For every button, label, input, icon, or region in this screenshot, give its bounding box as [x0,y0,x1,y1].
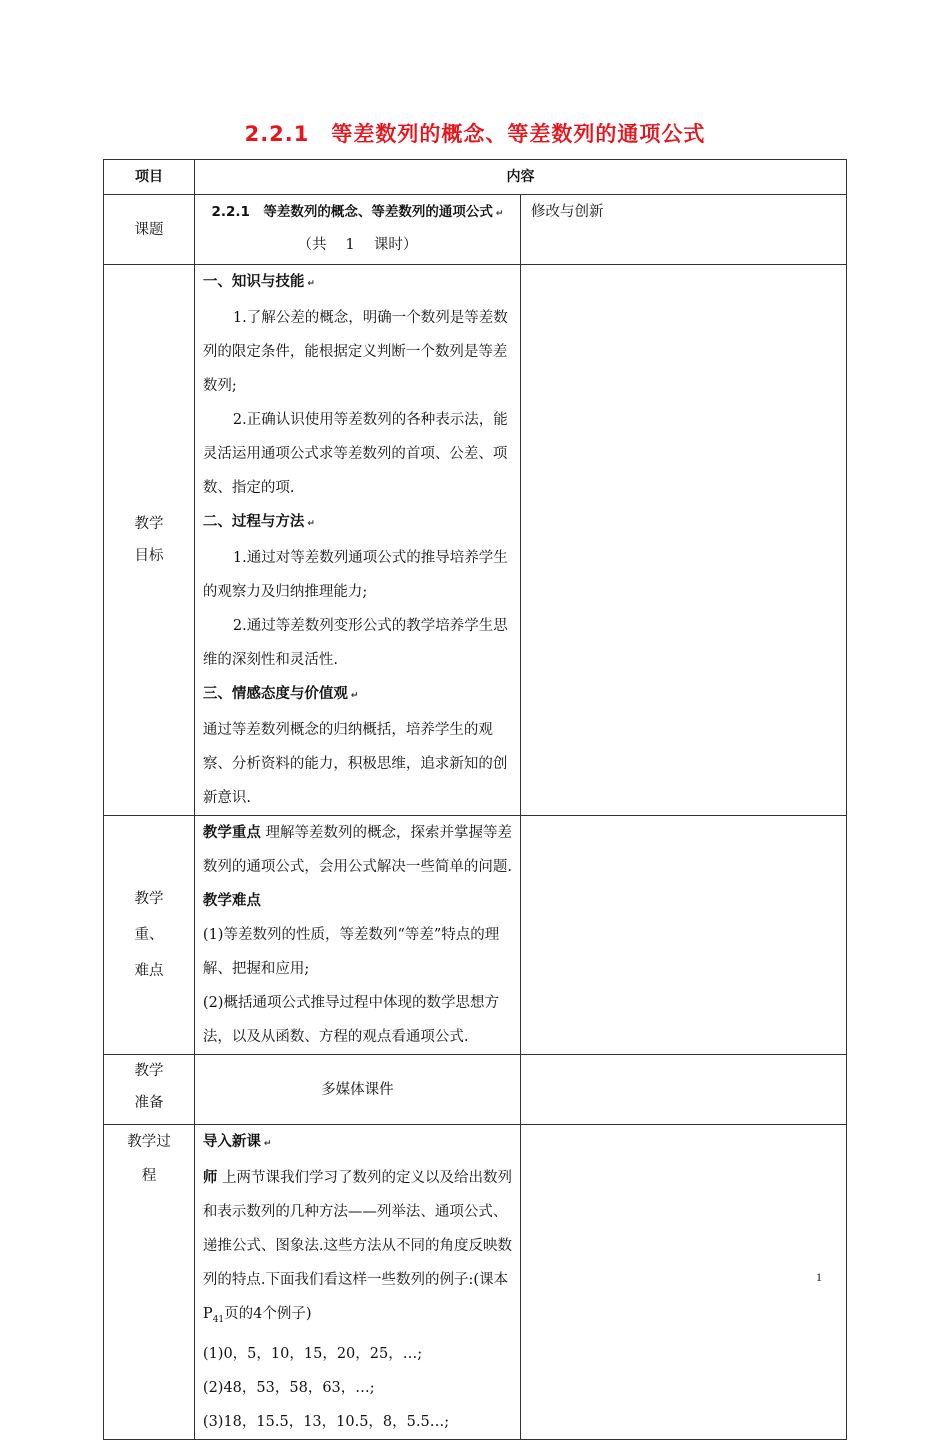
goals-para-4: 2.通过等差数列变形公式的教学培养学生思维的深刻性和灵活性. [202,618,508,668]
table-header-row [104,160,847,195]
goals-content [194,265,520,816]
topic-label: 课题 [104,195,195,265]
goals-label: 教学 目标 [104,265,195,816]
header-item: 项目 [104,160,195,195]
key-point: 教学重点 理解等差数列的概念，探索并掌握等差数列的通项公式，会用公式解决一些简单的问题. [202,825,513,875]
example-1: (1)0，5，10，15，20，25，…; [202,1345,423,1362]
prep-content: 多媒体课件 [194,1055,520,1125]
goals-row [104,265,847,816]
goals-para-3: 1.通过对等差数列通项公式的推导培养学生的观察力及归纳推理能力; [202,550,508,600]
example-2: (2)48，53，58，63，…; [202,1379,375,1396]
process-intro: 师 上两节课我们学习了数列的定义以及给出数列和表示数列的几种方法——列举法、通项公式、递推公式、图象法.这些方法从不同的角度反映数列的特点.下面我们看这样一些数列的例子:(课本$P_{41}$页的4个例子) [202,1170,513,1325]
goals-para-2: 2.正确认识使用等差数列的各种表示法，能灵活运用通项公式求等差数列的首项、公差、项数、指定的项. [202,412,508,496]
focus-row [104,816,847,1055]
paragraph-mark-icon: ↵ [495,209,504,219]
difficulty-1: (1)等差数列的性质，等差数列“等差”特点的理解、把握和应用; [202,927,500,977]
goals-para-5: 通过等差数列概念的归纳概括，培养学生的观察、分析资料的能力，积极思维，追求新知的创新意识. [202,722,508,806]
example-3: (3)18，15.5，13，10.5，8，5.5…; [202,1413,450,1430]
prep-label: 教学 准备 [104,1055,195,1125]
focus-notes [520,816,846,1055]
difficulty-2: (2)概括通项公式推导过程中体现的数学思想方法，以及从函数、方程的观点看通项公式. [202,995,499,1045]
focus-content [194,816,520,1055]
difficulty-heading: 教学难点 [202,893,261,909]
topic-row [104,195,847,265]
revision-label: 修改与创新 [520,195,846,265]
goals-heading-3: 三、情感态度与价值观 ↵ [202,686,359,702]
header-content: 内容 [194,160,846,195]
goals-notes [520,265,846,816]
process-row [104,1125,847,1440]
process-content [194,1125,520,1440]
process-heading: 导入新课 ↵ [202,1134,272,1150]
topic-content [194,195,520,265]
process-label: 教学过 程 [104,1125,195,1440]
lesson-plan-table [103,159,847,1440]
goals-para-1: 1.了解公差的概念，明确一个数列是等差数列的限定条件，能根据定义判断一个数列是等差数列; [202,310,508,394]
goals-heading-2: 二、过程与方法 ↵ [202,514,315,530]
course-title: 2.2.1 等差数列的概念、等差数列的通项公式 [211,204,493,220]
focus-label: 教学 重、 难点 [104,816,195,1055]
course-hours: （共 1 课时） [297,237,418,253]
prep-notes [520,1055,846,1125]
page-number: 1 [816,1270,822,1284]
page-title: 2.2.1 等差数列的概念、等差数列的通项公式 [244,122,706,146]
goals-heading-1: 一、知识与技能 ↵ [202,274,315,290]
prep-row [104,1055,847,1125]
process-notes [520,1125,846,1440]
